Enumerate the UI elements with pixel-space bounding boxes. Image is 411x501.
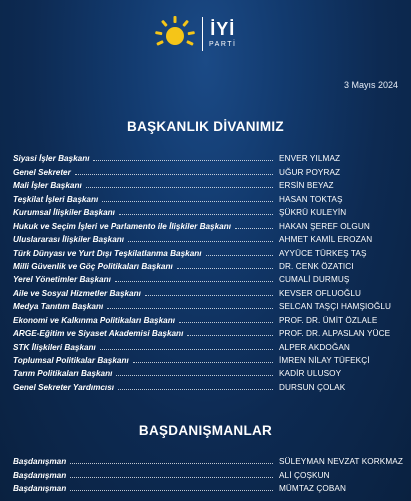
list-row bbox=[13, 284, 399, 297]
person-name: PROF. DR. ALPASLAN YÜCE bbox=[279, 329, 391, 339]
position-title: Aile ve Sosyal Hizmetler Başkanı bbox=[13, 288, 141, 298]
list-row bbox=[13, 466, 399, 479]
list-row bbox=[13, 204, 399, 217]
position-title: Türk Dünyası ve Yurt Dışı Teşkilatlanma Başkanı bbox=[13, 248, 202, 258]
advisors-list bbox=[13, 453, 403, 494]
dotted-leader bbox=[70, 477, 273, 478]
person-name: AHMET KAMİL EROZAN bbox=[279, 235, 373, 245]
logo-main-text: İYİ bbox=[210, 19, 236, 39]
logo-divider bbox=[202, 17, 203, 51]
position-title: Ekonomi ve Kalkınma Politikaları Başkanı bbox=[13, 315, 175, 325]
dotted-leader bbox=[70, 490, 273, 491]
dotted-leader bbox=[177, 268, 273, 269]
person-name: PROF. DR. ÜMİT ÖZLALE bbox=[279, 315, 378, 325]
list-row bbox=[13, 480, 399, 493]
dotted-leader bbox=[119, 214, 273, 215]
dotted-leader bbox=[235, 228, 273, 229]
list-row bbox=[13, 190, 399, 203]
person-name: İMREN NİLAY TÜFEKÇİ bbox=[279, 356, 370, 365]
position-title: Başdanışman bbox=[13, 470, 67, 480]
person-name: ALİ ÇOŞKUN bbox=[279, 470, 330, 480]
presidency-title: BAŞKANLIK DİVANIMIZ bbox=[127, 119, 284, 134]
list-row bbox=[13, 244, 399, 257]
dotted-leader bbox=[86, 187, 273, 188]
position-title: Yerel Yönetimler Başkanı bbox=[13, 275, 111, 285]
dotted-leader bbox=[206, 255, 273, 256]
dotted-leader bbox=[118, 389, 273, 390]
position-title: Kurumsal İlişkiler Başkanı bbox=[13, 208, 115, 218]
advisors-title: BAŞDANIŞMANLAR bbox=[138, 423, 273, 438]
list-row bbox=[13, 217, 399, 230]
position-title: Genel Sekreter Yardımcısı bbox=[13, 382, 115, 392]
person-name: HAKAN ŞEREF OLGUN bbox=[279, 221, 370, 231]
dotted-leader bbox=[115, 281, 273, 282]
person-name: DR. CENK ÖZATICI bbox=[279, 261, 354, 271]
person-name: AYYÜCE TÜRKEŞ TAŞ bbox=[279, 248, 367, 258]
dotted-leader bbox=[107, 308, 273, 309]
dotted-leader bbox=[179, 322, 273, 323]
list-row bbox=[13, 150, 399, 163]
list-row bbox=[13, 352, 399, 365]
party-logo bbox=[152, 14, 236, 54]
position-title: Genel Sekreter bbox=[13, 167, 71, 177]
position-title: Mali İşler Başkanı bbox=[13, 181, 82, 191]
list-row bbox=[13, 325, 399, 338]
dotted-leader bbox=[75, 174, 273, 175]
dotted-leader bbox=[116, 375, 273, 376]
person-name: KEVSER OFLUOĞLU bbox=[279, 288, 362, 298]
person-name: ENVER YILMAZ bbox=[279, 154, 341, 164]
position-title: Başdanışman bbox=[13, 457, 67, 467]
dotted-leader bbox=[187, 335, 273, 336]
person-name: ALPER AKDOĞAN bbox=[279, 342, 350, 352]
dotted-leader bbox=[133, 362, 273, 363]
person-name: DURSUN ÇOLAK bbox=[279, 382, 346, 392]
person-name: ŞÜKRÜ KULEYİN bbox=[279, 208, 347, 218]
list-row bbox=[13, 298, 399, 311]
position-title: Siyasi İşler Başkanı bbox=[13, 154, 90, 164]
position-title: Tarım Politikaları Başkanı bbox=[13, 369, 113, 379]
position-title: Teşkilat İşleri Başkanı bbox=[13, 194, 99, 204]
logo-sub-text: PARTİ bbox=[209, 41, 237, 48]
person-name: CUMALİ DURMUŞ bbox=[279, 275, 350, 285]
person-name: SELCAN TAŞÇI HAMŞIOĞLU bbox=[279, 302, 391, 312]
position-title: Uluslararası İlişkiler Başkanı bbox=[13, 235, 125, 245]
person-name: UĞUR POYRAZ bbox=[279, 167, 341, 177]
list-row bbox=[13, 231, 399, 244]
person-name: SÜLEYMAN NEVZAT KORKMAZ bbox=[279, 457, 403, 467]
dotted-leader bbox=[145, 295, 273, 296]
person-name: ERSİN BEYAZ bbox=[279, 181, 334, 191]
list-row bbox=[13, 378, 399, 391]
list-row bbox=[13, 365, 399, 378]
position-title: Medya Tanıtım Başkanı bbox=[13, 302, 104, 312]
date-label: 3 Mayıs 2024 bbox=[343, 80, 398, 90]
position-title: Toplumsal Politikalar Başkanı bbox=[13, 356, 129, 365]
list-row bbox=[13, 163, 399, 176]
list-row bbox=[13, 311, 399, 324]
person-name: MÜMTAZ ÇOBAN bbox=[279, 484, 346, 494]
sun-icon bbox=[152, 14, 198, 54]
list-row bbox=[13, 258, 399, 271]
dotted-leader bbox=[100, 349, 273, 350]
position-title: STK İlişkileri Başkanı bbox=[13, 342, 96, 352]
dotted-leader bbox=[93, 160, 273, 161]
position-title: Başdanışman bbox=[13, 484, 67, 494]
position-title: Hukuk ve Seçim İşleri ve Parlamento ile İlişkiler Başkanı bbox=[13, 221, 231, 231]
list-row bbox=[13, 338, 399, 351]
person-name: KADİR ULUSOY bbox=[279, 369, 342, 379]
dotted-leader bbox=[70, 463, 273, 464]
list-row bbox=[13, 177, 399, 190]
logo-wordmark bbox=[209, 20, 236, 48]
dotted-leader bbox=[102, 201, 273, 202]
list-row bbox=[13, 271, 399, 284]
presidency-list bbox=[13, 150, 399, 392]
person-name: HASAN TOKTAŞ bbox=[279, 194, 343, 204]
position-title: ARGE-Eğitim ve Siyaset Akademisi Başkanı bbox=[13, 329, 184, 339]
position-title: Milli Güvenlik ve Göç Politikaları Başkanı bbox=[13, 261, 173, 271]
dotted-leader bbox=[128, 241, 273, 242]
list-row bbox=[13, 453, 403, 467]
